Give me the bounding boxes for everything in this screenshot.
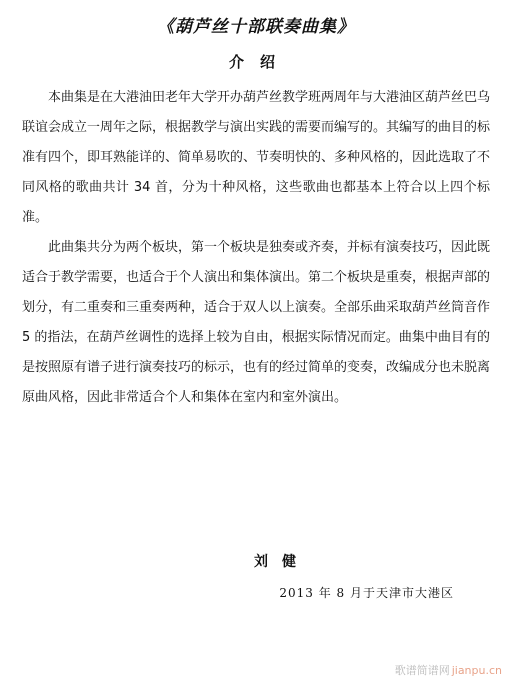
section-heading: 介绍 <box>228 53 291 71</box>
paragraph-2: 此曲集共分为两个板块，第一个板块是独奏或齐奏，并标有演奏技巧，因此既适合于教学需要，也适合于个人演出和集体演出。第二个板块是重奏，根据声部的划分，有二重奏和三重奏两种，适合于双人以上演奏。全部乐曲采取葫芦丝筒音作 5 的指法，在葫芦丝调性的选择上较为自由，根据实际情况而定。曲集中曲目有的是按照原有谱子进行演奏技巧的标示，也有的经过简单的变奏，改编成分也未脱离原曲风格，因此非常适合个人和集体在室内和室外演出。 <box>22 240 491 405</box>
document-title: 《葫芦丝十部联奏曲集》 <box>157 17 355 37</box>
date-place-line: 2013 年 8 月于天津市大港区 <box>279 586 454 600</box>
paragraph-1: 本曲集是在大港油田老年大学开办葫芦丝教学班两周年与大港油区葫芦丝巴乌联谊会成立一周年之际，根据教学与演出实践的需要而编写的。其编写的曲目的标准有四个，即耳熟能详的、简单易吹的、节奏明快的、多种风格的，因此选取了不同风格的歌曲共计 34 首，分为十种风格，这些歌曲也都基本上符合以上四个标准。 <box>22 90 491 225</box>
watermark-site-name: 歌谱简谱网 <box>394 664 450 677</box>
author-signature: 刘健 <box>254 554 310 570</box>
document-body <box>22 83 490 413</box>
site-watermark <box>395 664 502 678</box>
watermark-domain: jianpu.cn <box>451 664 502 677</box>
